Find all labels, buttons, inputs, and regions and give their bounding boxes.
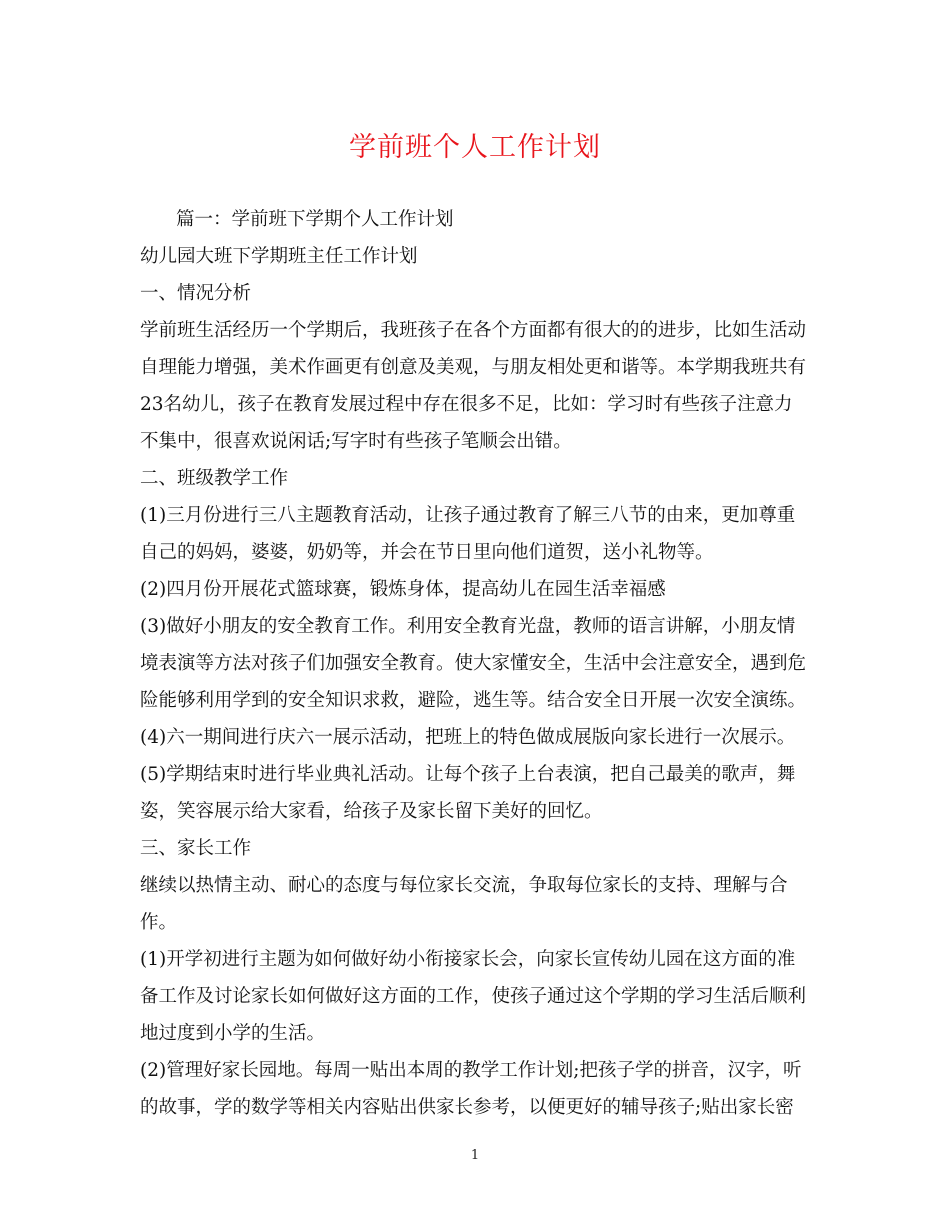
section-heading: 三、家长工作 xyxy=(140,838,252,859)
paragraph-line: 学前班生活经历一个学期后，我班孩子在各个方面都有很大的的进步，比如生活动 xyxy=(140,320,807,341)
paragraph-line: (5)学期结束时进行毕业典礼活动。让每个孩子上台表演，把自己最美的歌声，舞 xyxy=(140,764,796,785)
paragraph-line: 险能够利用学到的安全知识求救，避险，逃生等。结合安全日开展一次安全演练。 xyxy=(140,690,807,711)
paragraph-line: 23名幼儿，孩子在教育发展过程中存在很多不足，比如：学习时有些孩子注意力 xyxy=(140,394,793,415)
paragraph-line: 境表演等方法对孩子们加强安全教育。使大家懂安全，生活中会注意安全，遇到危 xyxy=(140,653,807,674)
document-title: 学前班个人工作计划 xyxy=(349,132,601,163)
paragraph-line: (3)做好小朋友的安全教育工作。利用安全教育光盘，教师的语言讲解，小朋友情 xyxy=(140,616,796,637)
section-heading: 一、情况分析 xyxy=(140,283,252,304)
paragraph-line: 自理能力增强，美术作画更有创意及美观，与朋友相处更和谐等。本学期我班共有 xyxy=(140,357,807,378)
paragraph-line: 作。 xyxy=(140,912,178,933)
paragraph-line: 姿，笑容展示给大家看，给孩子及家长留下美好的回忆。 xyxy=(140,801,603,822)
paragraph-line: 篇一：学前班下学期个人工作计划 xyxy=(176,209,454,230)
paragraph-line: 的故事，学的数学等相关内容贴出供家长参考，以便更好的辅导孩子;贴出家长密 xyxy=(140,1097,794,1118)
page-number: 1 xyxy=(470,1148,480,1163)
paragraph-line: (4)六一期间进行庆六一展示活动，把班上的特色做成展版向家长进行一次展示。 xyxy=(140,727,796,748)
paragraph-line: 备工作及讨论家长如何做好这方面的工作，使孩子通过这个学期的学习生活后顺利 xyxy=(140,986,807,1007)
paragraph-line: (1)开学初进行主题为如何做好幼小衔接家长会，向家长宣传幼儿园在这方面的准 xyxy=(140,949,796,970)
section-heading: 二、班级教学工作 xyxy=(140,468,289,489)
document-body xyxy=(140,201,830,1126)
paragraph-line: (1)三月份进行三八主题教育活动，让孩子通过教育了解三八节的由来，更加尊重 xyxy=(140,505,796,526)
paragraph-line: 幼儿园大班下学期班主任工作计划 xyxy=(140,246,418,267)
paragraph-line: 继续以热情主动、耐心的态度与每位家长交流，争取每位家长的支持、理解与合 xyxy=(140,875,788,896)
paragraph-line: (2)四月份开展花式篮球赛，锻炼身体，提高幼儿在园生活幸福感 xyxy=(140,579,666,600)
paragraph-line: (2)管理好家长园地。每周一贴出本周的教学工作计划;把孩子学的拼音，汉字，听 xyxy=(140,1060,802,1081)
paragraph-line: 不集中，很喜欢说闲话;写字时有些孩子笔顺会出错。 xyxy=(140,431,572,452)
paragraph-line: 自己的妈妈，婆婆，奶奶等，并会在节日里向他们道贺，送小礼物等。 xyxy=(140,542,714,563)
paragraph-line: 地过度到小学的生活。 xyxy=(140,1023,326,1044)
